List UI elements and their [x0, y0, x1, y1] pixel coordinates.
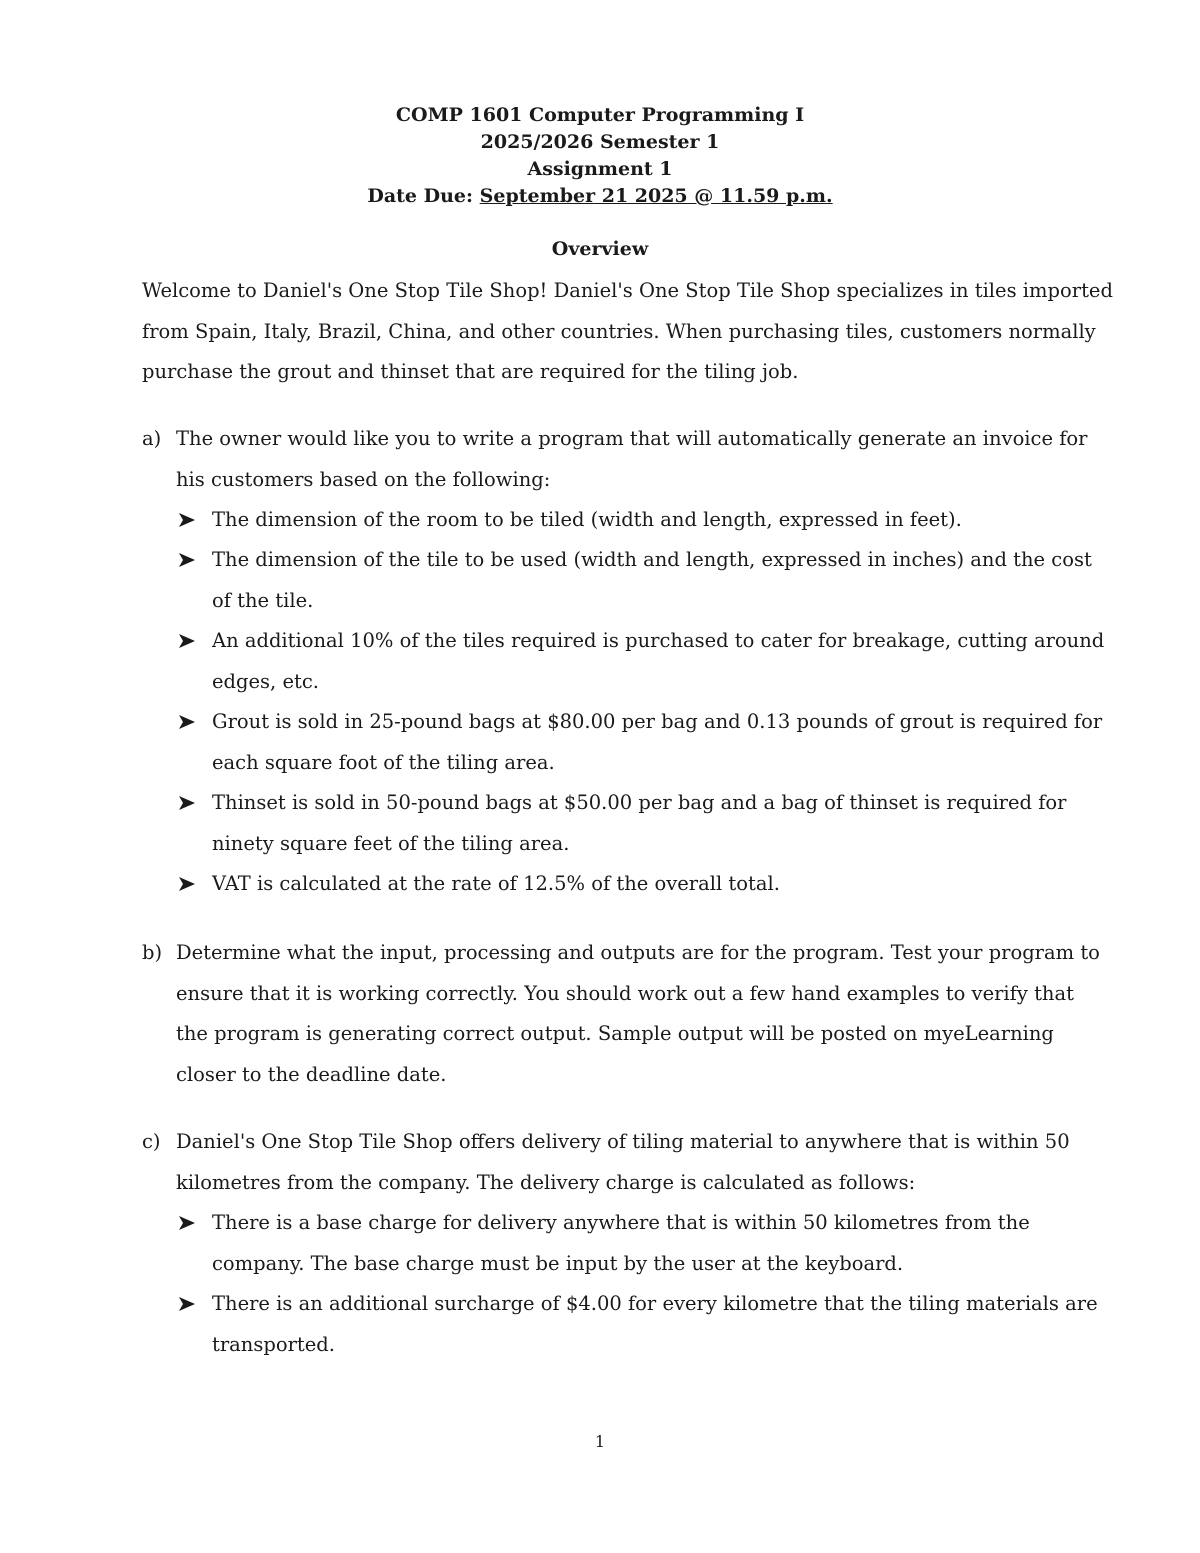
overview-paragraph — [142, 271, 1113, 393]
bullet-line: Grout is sold in 25-pound bags at $80.00 per bag and 0.13 pounds of grout is required for — [212, 710, 1103, 733]
paragraph-line: ensure that it is working correctly. You should work out a few hand examples to verify that — [176, 981, 1074, 1005]
overview-heading: Overview — [551, 238, 649, 260]
page-number: 1 — [594, 1432, 606, 1451]
section-c-intro — [176, 1122, 1070, 1203]
due-date-line — [0, 183, 1200, 209]
bullet-line: Thinset is sold in 50-pound bags at $50.00 per bag and a bag of thinset is required for — [212, 791, 1067, 814]
arrowhead-bullet-icon — [178, 1284, 202, 1325]
section-a-label: a) — [142, 427, 162, 450]
bullet-line: There is a base charge for delivery anywhere that is within 50 kilometres from the — [212, 1211, 1030, 1234]
paragraph-line: The owner would like you to write a program that will automatically generate an invoice for — [176, 427, 1088, 450]
paragraph-line: kilometres from the company. The delivery charge is calculated as follows: — [176, 1170, 916, 1194]
due-date-value: September 21 2025 @ 11.59 p.m. — [479, 185, 833, 207]
semester-line: 2025/2026 Semester 1 — [480, 131, 720, 153]
arrowhead-bullet-icon — [178, 864, 202, 905]
course-title: COMP 1601 Computer Programming I — [395, 104, 805, 126]
arrowhead-bullet-icon — [178, 1203, 202, 1244]
bullet-line: company. The base charge must be input by the user at the keyboard. — [212, 1251, 904, 1275]
bullet-line: ninety square feet of the tiling area. — [212, 831, 570, 855]
due-date-label: Date Due: — [367, 185, 474, 207]
bullet-line: The dimension of the tile to be used (width and length, expressed in inches) and the cost — [212, 548, 1092, 571]
arrowhead-bullet-icon — [178, 500, 202, 541]
paragraph-line: purchase the grout and thinset that are required for the tiling job. — [142, 360, 799, 383]
bullet-line: transported. — [212, 1332, 335, 1356]
paragraph-line: Determine what the input, processing and outputs are for the program. Test your program to — [176, 941, 1100, 964]
section-a-intro — [176, 419, 1087, 500]
arrowhead-bullet-icon — [178, 621, 202, 662]
arrowhead-bullet-icon — [178, 783, 202, 824]
bullet-line: VAT is calculated at the rate of 12.5% of the overall total. — [212, 872, 780, 895]
paragraph-line: Welcome to Daniel's One Stop Tile Shop! Daniel's One Stop Tile Shop specializes in tiles imported — [142, 279, 1113, 302]
section-b-label: b) — [142, 941, 163, 964]
paragraph-line: Daniel's One Stop Tile Shop offers delivery of tiling material to anywhere that is within 50 — [176, 1130, 1070, 1153]
bullet-line: of the tile. — [212, 588, 314, 612]
section-c-label: c) — [142, 1130, 161, 1153]
bullet-line: each square foot of the tiling area. — [212, 750, 555, 774]
paragraph-line: from Spain, Italy, Brazil, China, and other countries. When purchasing tiles, customers normally — [142, 319, 1096, 343]
bullet-line: edges, etc. — [212, 669, 319, 693]
arrowhead-bullet-icon — [178, 702, 202, 743]
bullet-line: There is an additional surcharge of $4.00 for every kilometre that the tiling materials are — [212, 1292, 1098, 1315]
paragraph-line: the program is generating correct output. Sample output will be posted on myeLearning — [176, 1022, 1054, 1045]
arrowhead-bullet-icon — [178, 540, 202, 581]
paragraph-line: his customers based on the following: — [176, 467, 551, 491]
section-b-paragraph — [176, 933, 1100, 1095]
paragraph-line: closer to the deadline date. — [176, 1062, 447, 1086]
bullet-line: The dimension of the room to be tiled (width and length, expressed in feet). — [212, 508, 962, 531]
bullet-line: An additional 10% of the tiles required is purchased to cater for breakage, cutting around — [212, 629, 1105, 652]
assignment-title: Assignment 1 — [527, 158, 673, 180]
